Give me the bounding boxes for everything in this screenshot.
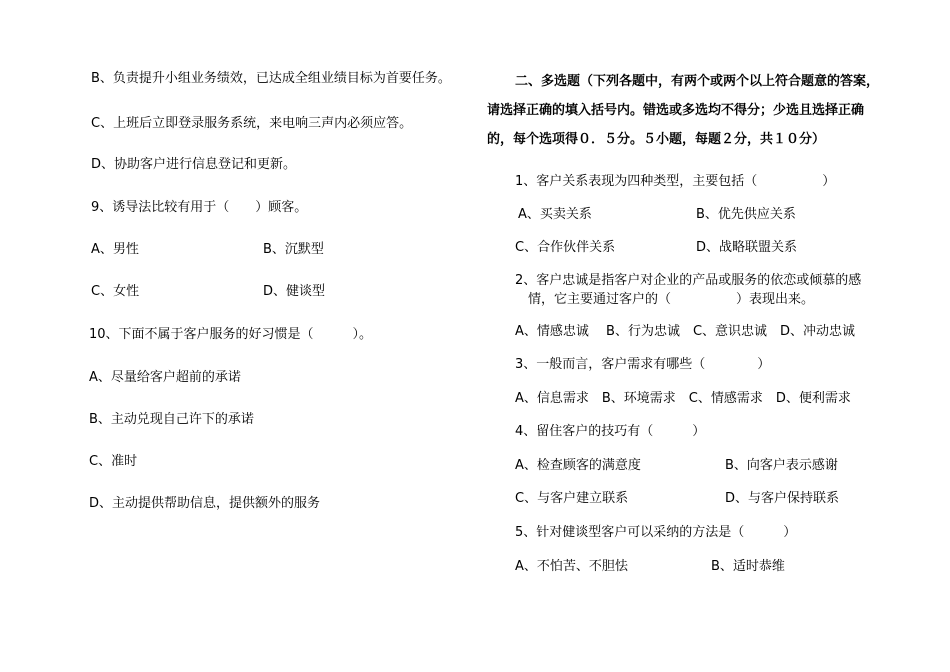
q1-option-d: D、战略联盟关系 (696, 240, 798, 255)
q3-stem: 3、一般而言，客户需求有哪些（ ） (515, 357, 771, 372)
q8-option-c: C、上班后立即登录服务系统，来电响三声内必须应答。 (91, 116, 413, 131)
q2-stem-line-2: 情，它主要通过客户的（ ）表现出来。 (528, 292, 815, 307)
q1-option-c: C、合作伙伴关系 (515, 240, 616, 255)
q8-option-b: B、负责提升小组业务绩效，已达成全组业绩目标为首要任务。 (91, 71, 451, 86)
q1-option-a: A、买卖关系 (518, 207, 592, 222)
q2-options: A、情感忠诚 B、行为忠诚 C、意识忠诚 D、冲动忠诚 (515, 324, 856, 339)
q10-option-d: D、主动提供帮助信息，提供额外的服务 (89, 496, 321, 511)
q9-option-d: D、健谈型 (263, 284, 326, 299)
q4-option-a: A、检查顾客的满意度 (515, 458, 641, 473)
q9-option-b: B、沉默型 (263, 242, 324, 257)
section-title-line-1: 二、多选题（下列各题中，有两个或两个以上符合题意的答案， (515, 74, 880, 89)
q5-stem: 5、针对健谈型客户可以采纳的方法是（ ） (515, 525, 797, 540)
q8-option-d: D、协助客户进行信息登记和更新。 (91, 157, 297, 172)
q10-stem: 10、下面不属于客户服务的好习惯是（ ）。 (89, 327, 373, 342)
section-title-line-2: 请选择正确的填入括号内。错选或多选均不得分；少选且选择正确 (487, 103, 865, 118)
q4-option-c: C、与客户建立联系 (515, 491, 629, 506)
q5-option-b: B、适时恭维 (711, 559, 785, 574)
section-title-line-3: 的，每个选项得０．５分。５小题，每题２分，共１０分） (487, 132, 826, 147)
q1-stem: 1、客户关系表现为四种类型，主要包括（ ） (515, 174, 836, 189)
q4-stem: 4、留住客户的技巧有（ ） (515, 424, 706, 439)
q10-option-a: A、尽量给客户超前的承诺 (89, 370, 241, 385)
q9-option-c: C、女性 (91, 284, 140, 299)
q4-option-b: B、向客户表示感谢 (725, 458, 838, 473)
q4-option-d: D、与客户保持联系 (725, 491, 840, 506)
q9-stem: 9、诱导法比较有用于（ ）顾客。 (91, 200, 308, 215)
q1-option-b: B、优先供应关系 (696, 207, 796, 222)
q10-option-c: C、准时 (89, 454, 138, 469)
q2-stem-line-1: 2、客户忠诚是指客户对企业的产品或服务的依恋或倾慕的感 (515, 273, 862, 288)
q5-option-a: A、不怕苦、不胆怯 (515, 559, 628, 574)
q9-option-a: A、男性 (91, 242, 139, 257)
q10-option-b: B、主动兑现自己许下的承诺 (89, 412, 254, 427)
q3-options: A、信息需求 B、环境需求 C、情感需求 D、便利需求 (515, 391, 851, 406)
